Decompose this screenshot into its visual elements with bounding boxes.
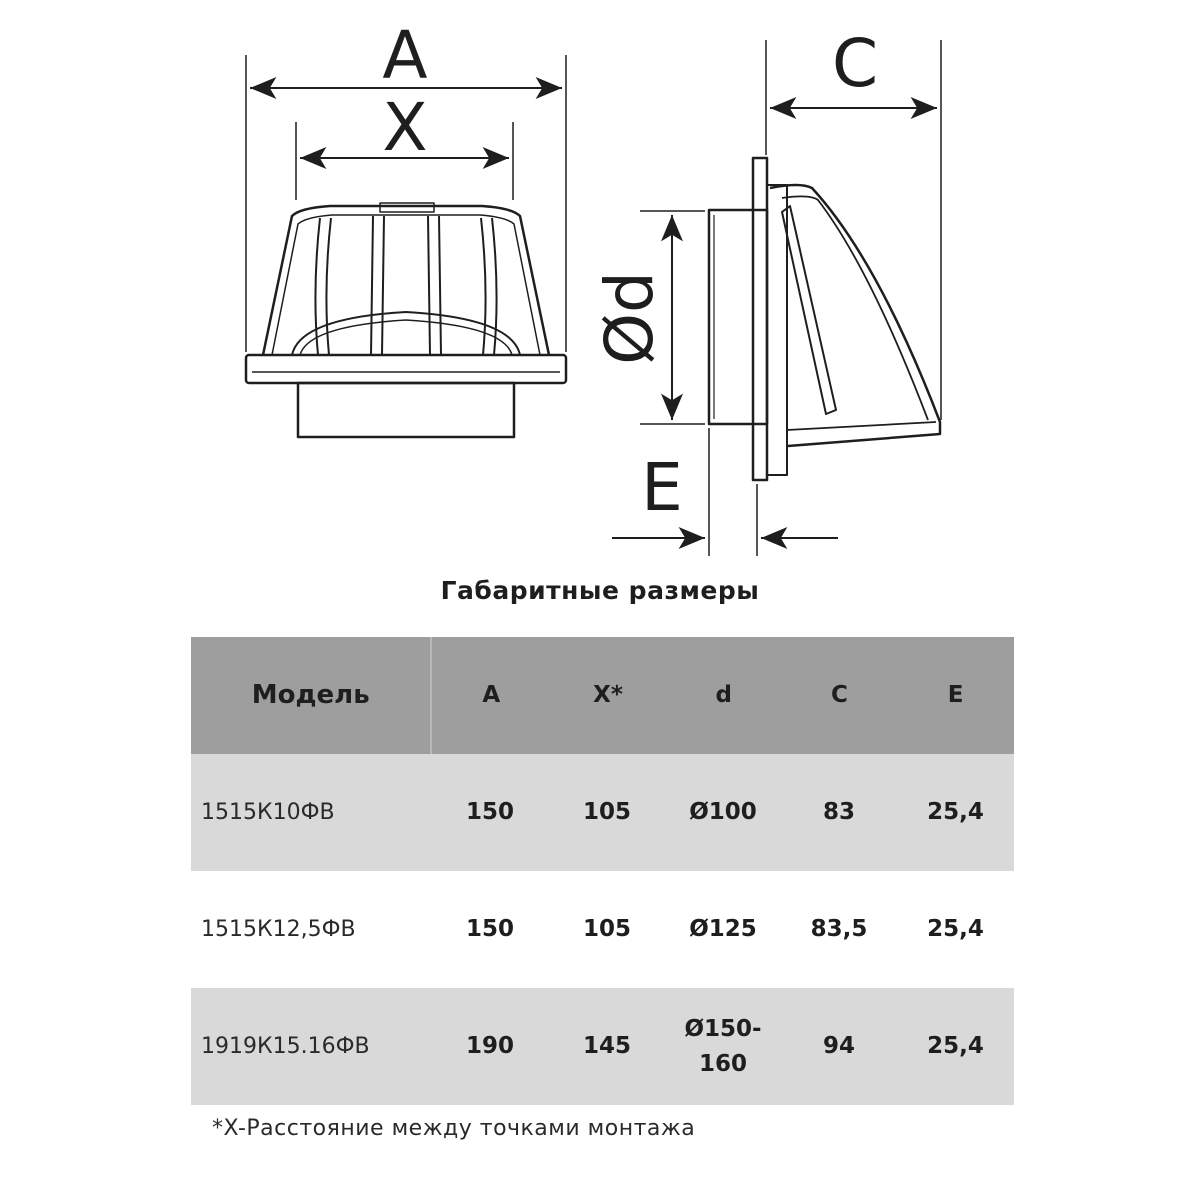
section-title: Габаритные размеры [440,576,760,605]
table-header [191,637,1014,754]
cell-c: 83,5 [810,916,868,943]
label-d: Ød [591,271,668,365]
cell-model: 1919К15.16ФВ [201,1034,370,1059]
footnote: *X-Расстояние между точками монтажа [212,1116,696,1141]
header-x: X* [593,682,623,709]
cell-a: 150 [465,799,514,826]
cell-d: Ø150- 160 [684,1016,762,1077]
cell-c: 94 [822,1033,855,1060]
table-row [191,988,1014,1105]
cell-e: 25,4 [927,916,984,943]
header-c: C [830,682,848,709]
header-d: d [715,682,732,709]
cell-e: 25,4 [927,799,984,826]
cell-model: 1515К10ФВ [201,800,335,825]
table-row [191,754,1014,871]
label-x: X [382,89,428,166]
label-c: C [831,25,879,102]
dimension-drawing [0,0,1200,575]
side-view [709,158,940,480]
header-model: Модель [191,637,432,754]
cell-a: 190 [465,1033,514,1060]
cell-x: 105 [582,799,631,826]
header-a: A [482,682,501,709]
front-view [246,203,566,437]
label-e: E [641,449,683,526]
cell-d: Ø100 [689,799,757,826]
cell-d: Ø125 [689,916,757,943]
dimensions-table [191,637,1014,1105]
header-e: E [947,682,964,709]
cell-e: 25,4 [927,1033,984,1060]
cell-model: 1515К12,5ФВ [201,917,356,942]
cell-c: 83 [822,799,855,826]
cell-x: 105 [582,916,631,943]
table-row [191,871,1014,988]
label-a: A [382,17,428,94]
cell-x: 145 [582,1033,631,1060]
cell-a: 150 [465,916,514,943]
